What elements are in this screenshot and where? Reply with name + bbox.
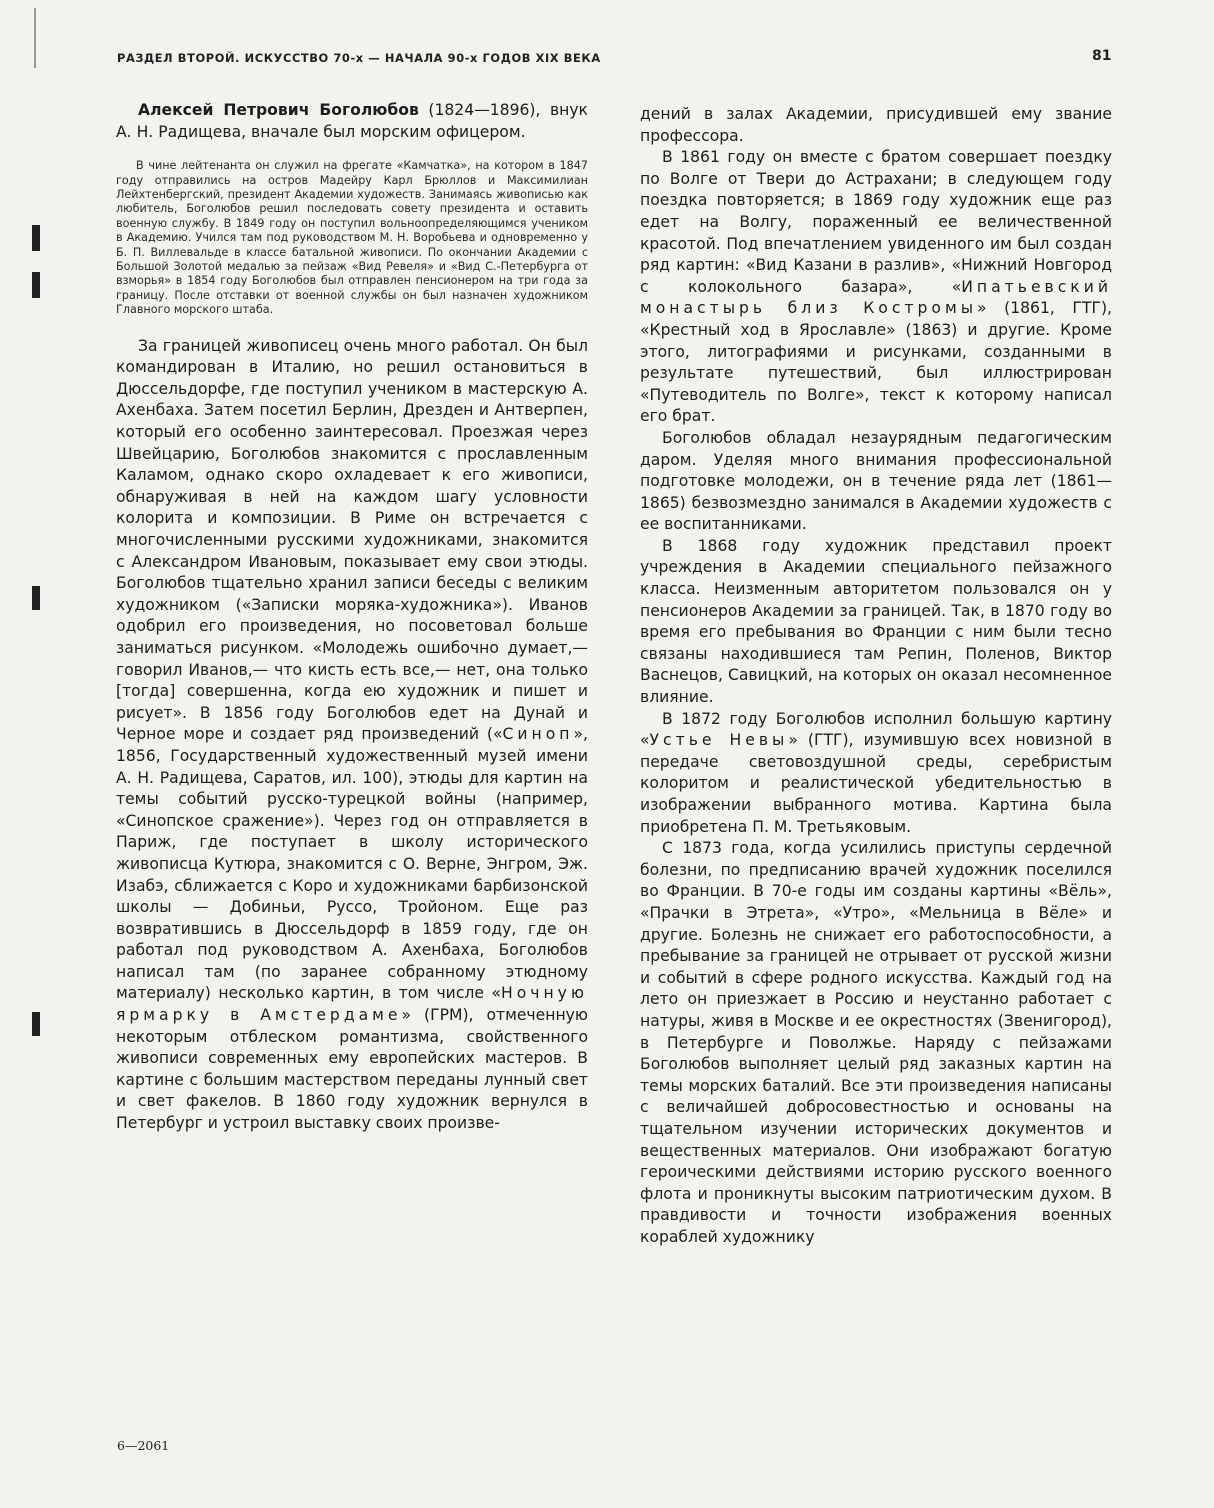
artwork-title-night-fair: Ночную ярмарку в Амстердаме: [116, 984, 588, 1025]
lead-text: (1824—1896), внук А. Н. Радищева, вначале был морским офицером.: [116, 101, 588, 141]
body-paragraph: С 1873 года, когда усилились приступы сердечной болезни, по предписанию врачей художник поселился во Франции. В 70-е годы им созданы картины «Вёль», «Прачки в Этрета», «Утро», «Мельница в Вёле» и другие. Болезнь не снижает его работоспособности, а пребывание за границей не отрывает от русской жизни и событий в сфере родного искусства. Каждый год на лето он приезжает в Россию и неустанно работает с натуры, живя в Москве и ее окрестностях (Звенигород), в Петербурге и Поволжье. Наряду с пейзажами Боголюбов выполняет целый ряд заказных картин на темы морских баталий. Все эти произведения написаны с величайшей добросовестностью и основаны на тщательном изучении исторических документов и вещественных материалов. Они изображают богатую героическими действиями историю русского военного флота и проникнуты высоким патриотическим духом. В правдивости и точности изображения военных кораблей художнику: [640, 839, 1112, 1246]
text-span: В 1861 году он вместе с братом совершает поездку по Волге от Твери до Астрахани; в следующем году поездка повторяется; в 1869 году художник еще раз едет на Волгу, пораженный ее величественной красотой. Под впечатлением увиденного им был создан ряд картин: «Вид Казани в разлив», «Нижний Новгород с колокольного базара», «: [640, 148, 1112, 296]
scan-mark: [32, 272, 40, 298]
body-paragraph: [640, 709, 1112, 839]
right-column: [640, 104, 1112, 1248]
text-span: », 1856, Государственный художественный музей имени А. Н. Радищева, Саратов, ил. 100), этюды для картин на темы событий русско-турецкой войны (например, «Синопское сражение»). Через год он отправляется в Париж, где поступает в школу исторического живописца Кутюра, знакомится с О. Верне, Энгром, Эж. Изабэ, сближается с Коро и художниками барбизонской школы — Добиньи, Руссо, Тройоном. Еще раз возвратившись в Дюссельдорф в 1859 году, где он работал под руководством А. Ахенбаха, Боголюбов написал там (по заранее собранному этюдному материалу) несколько картин, в том числе «: [116, 725, 588, 1003]
body-paragraph: Боголюбов обладал незаурядным педагогическим даром. Уделяя много внимания профессиональной подготовке молодежи, он в течение ряда лет (1861—1865) безвозмездно занимался в Академии художеств с ее воспитанниками.: [640, 428, 1112, 534]
scan-margin-marks: [0, 0, 60, 1508]
lead-paragraph: [116, 100, 588, 143]
text-span: » (ГРМ), отмеченную некоторым отблеском романтизма, свойственного живописи современных ему европейских мастеров. В картине с большим мастерством переданы лунный свет и свет факелов. В 1860 году художник вернулся в Петербург и устроил выставку своих произве-: [116, 1006, 588, 1133]
artist-name: Алексей Петрович Боголюбов: [138, 101, 419, 119]
text-span: » (ГТГ), изумившую всех новизной в передаче световоздушной среды, серебристым колоритом и реалистической убедительностью в изображении выбранного мотива. Картина была приобретена П. М. Третьяковым.: [640, 731, 1112, 836]
scan-mark: [32, 225, 40, 251]
artwork-title-ipatiev: Ипатьевский монастырь близ Костромы: [640, 277, 1112, 318]
page-number: 81: [1092, 48, 1112, 64]
running-title: РАЗДЕЛ ВТОРОЙ. ИСКУССТВО 70-х — НАЧАЛА 90-х ГОДОВ XIX ВЕКА: [117, 51, 601, 65]
body-paragraph: [116, 336, 588, 1135]
continued-paragraph: дений в залах Академии, присудившей ему звание профессора.: [640, 105, 1112, 145]
artwork-title-neva: Устье Невы: [649, 731, 789, 750]
biography-small-paragraph: В чине лейтенанта он служил на фрегате «Камчатка», на котором в 1847 году отправились на остров Мадейру Карл Брюллов и Максимилиан Лейхтенбергский, президент Академии художеств. Занимаясь живописью как любитель, Боголюбов решил последовать совету президента и оставить военную службу. В 1849 году он поступил вольноопределяющимся учеником в Академию. Учился там под руководством М. Н. Воробьева и одновременно у Б. П. Виллевальде в классе батальной живописи. По окончании Академии с Большой Золотой медалью за пейзаж «Вид Ревеля» и «Вид С.-Петербурга от взморья» в 1854 году Боголюбов был отправлен пенсионером на три года за границу. После отставки от военной службы он был назначен художником Главного морского штаба.: [116, 159, 588, 317]
text-span: В 1872 году Боголюбов исполнил большую картину «: [640, 709, 1112, 750]
body-paragraph: В 1868 году художник представил проект учреждения в Академии специального пейзажного класса. Неизменным авторитетом пользовался он у пенсионеров Академии за границей. Так, в 1870 году во время его пребывания во Франции с ним были тесно связаны находившиеся там Репин, Поленов, Виктор Васнецов, Савицкий, на которых он оказал несомненное влияние.: [640, 536, 1112, 707]
text-span: » (1861, ГТГ), «Крестный ход в Ярославле» (1863) и другие. Кроме этого, литографиями и рисунками, созданными в результате путешествий, был иллюстрирован «Путеводитель по Волге», текст к которому написал его брат.: [640, 299, 1112, 426]
printer-signature: 6—2061: [117, 1438, 170, 1453]
scan-mark: [32, 586, 40, 610]
text-span: За границей живописец очень много работал. Он был командирован в Италию, но решил остановиться в Дюссельдорфе, где поступил учеником в мастерскую А. Ахенбаха. Затем посетил Берлин, Дрезден и Антверпен, который его особенно заинтересовал. Проезжая через Швейцарию, Боголюбов знакомится с прославленным Каламом, однако скоро охладевает к его живописи, обнаруживая в ней на каждом шагу условности колорита и композиции. В Риме он встречается с многочисленными русскими художниками, знакомится с Александром Ивановым, показывает ему свои этюды. Боголюбов тщательно хранил записи беседы с великим художником («Записки моряка-художника»). Иванов одобрил его произведения, но посоветовал больше заниматься рисунком. «Молодежь ошибочно думает,— говорил Иванов,— что кисть есть все,— нет, она только [тогда] совершенна, когда ею художник и пишет и рисует». В 1856 году Боголюбов едет на Дунай и Черное море и создает ряд произведений («: [116, 336, 588, 744]
body-paragraph: [640, 147, 1112, 428]
artwork-title-sinop: Синоп: [502, 725, 574, 744]
scan-mark: [32, 1012, 40, 1036]
left-column: [116, 100, 588, 1135]
